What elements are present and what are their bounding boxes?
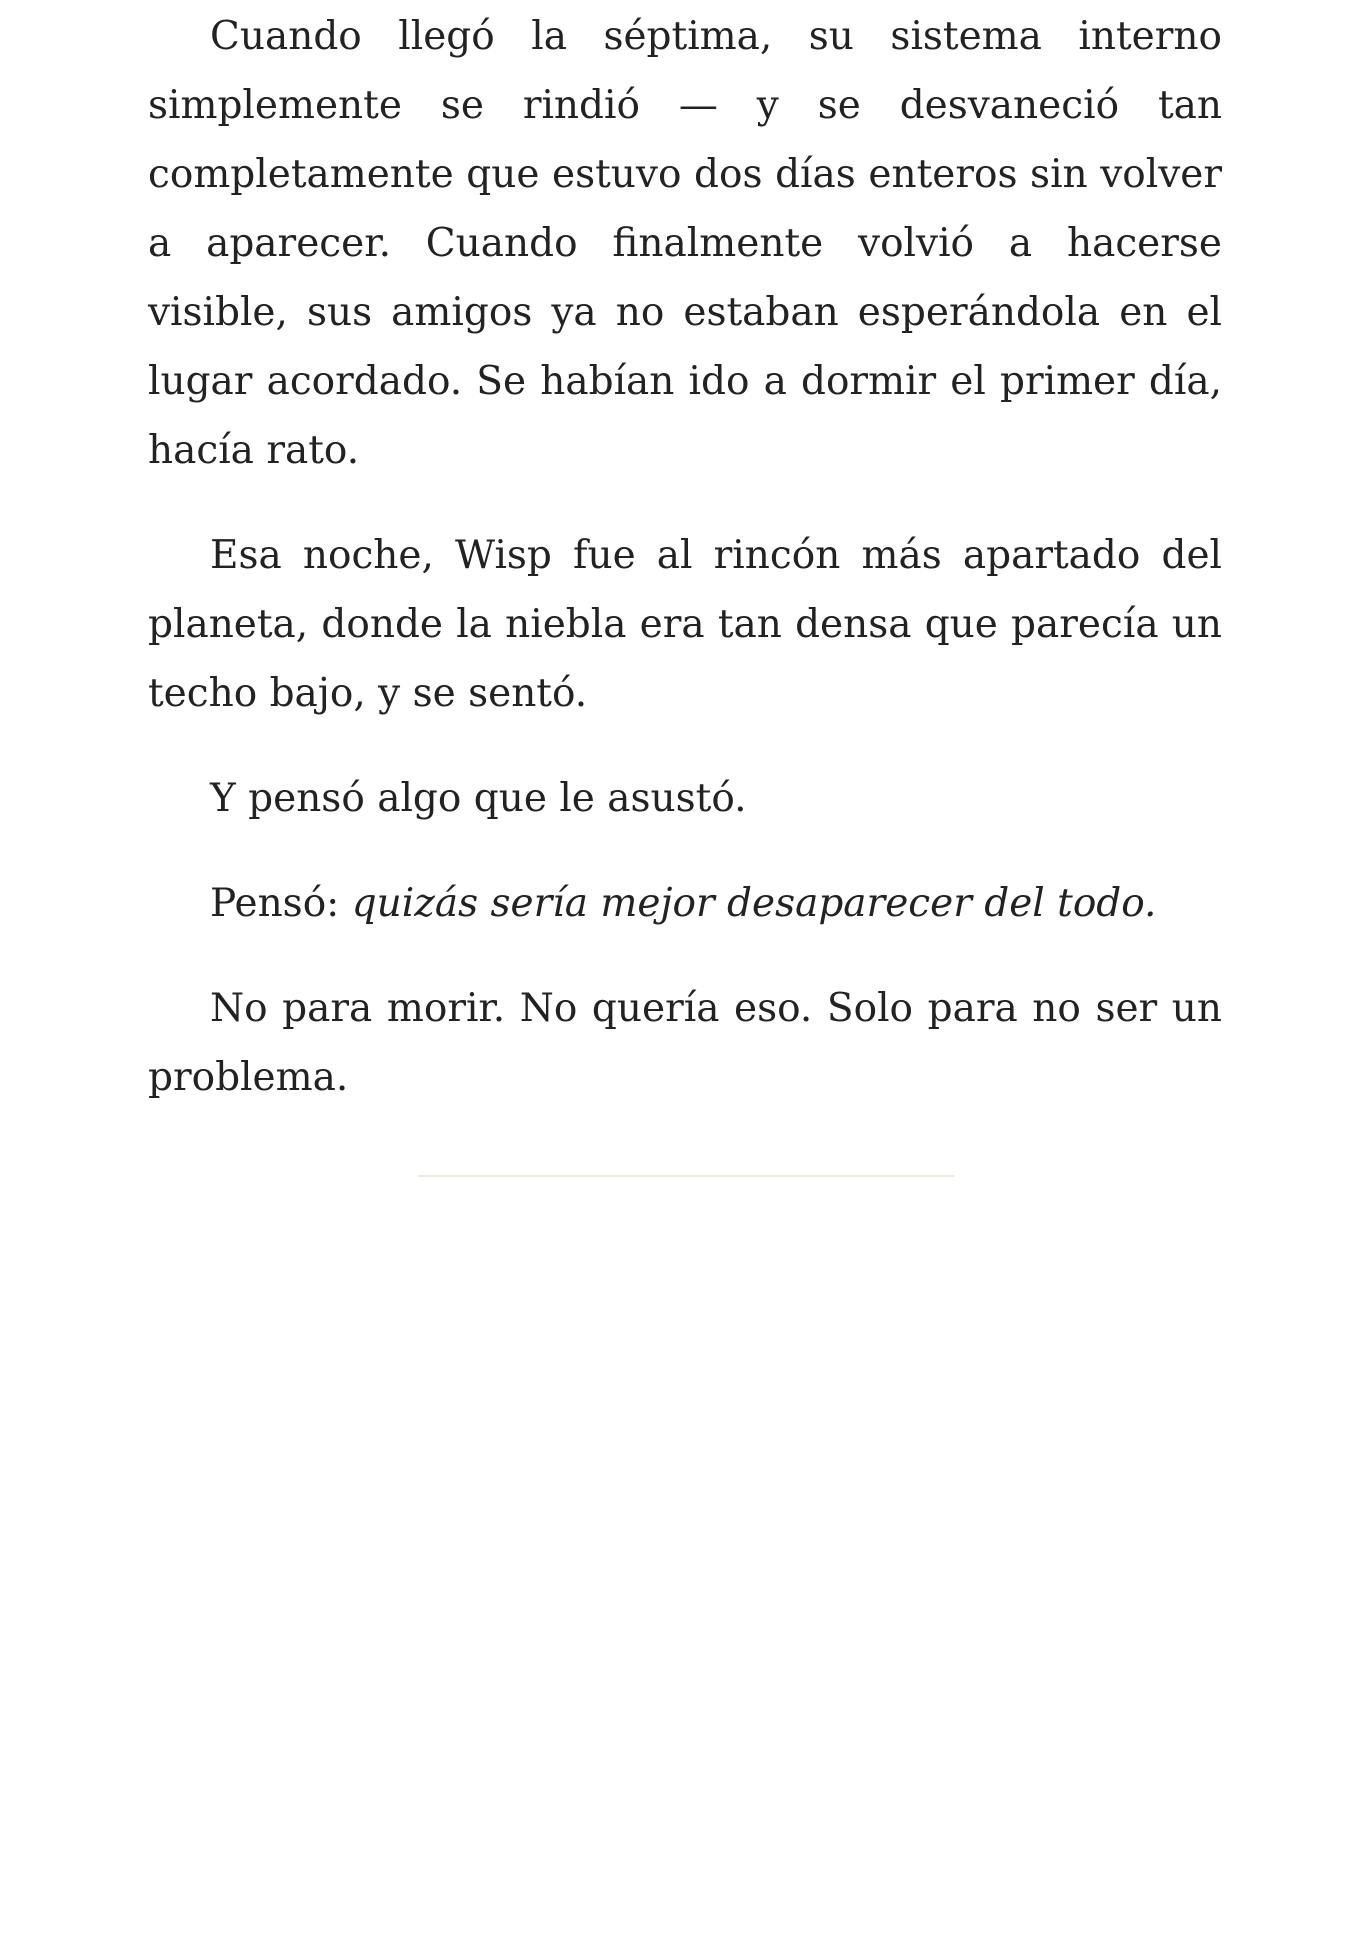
section-divider [418,1175,954,1177]
paragraph-wisp-corner: Esa noche, Wisp fue al rincón más apartado del planeta, donde la niebla era tan densa que parecía un techo bajo, y se sentó. [148,533,1222,716]
paragraph-thought [148,869,1222,938]
thought-italic: quizás sería mejor desaparecer del todo. [351,881,1157,926]
paragraph-seventh-fade: Cuando llegó la séptima, su sistema interno simplemente se rindió — y se desvaneció tan completamente que estuvo dos días enteros sin volver a aparecer. Cuando finalmente volvió a hacerse visible, sus amigos ya no estaban esperándola en el lugar acordado. Se habían ido a dormir el primer día, hacía rato. [148,14,1222,473]
story-text [148,2,1222,1148]
paragraph-scary-thought: Y pensó algo que le asustó. [210,776,747,821]
thought-lead: Pensó: [210,881,352,926]
paragraph-not-to-die: No para morir. No quería eso. Solo para no ser un problema. [148,986,1222,1100]
